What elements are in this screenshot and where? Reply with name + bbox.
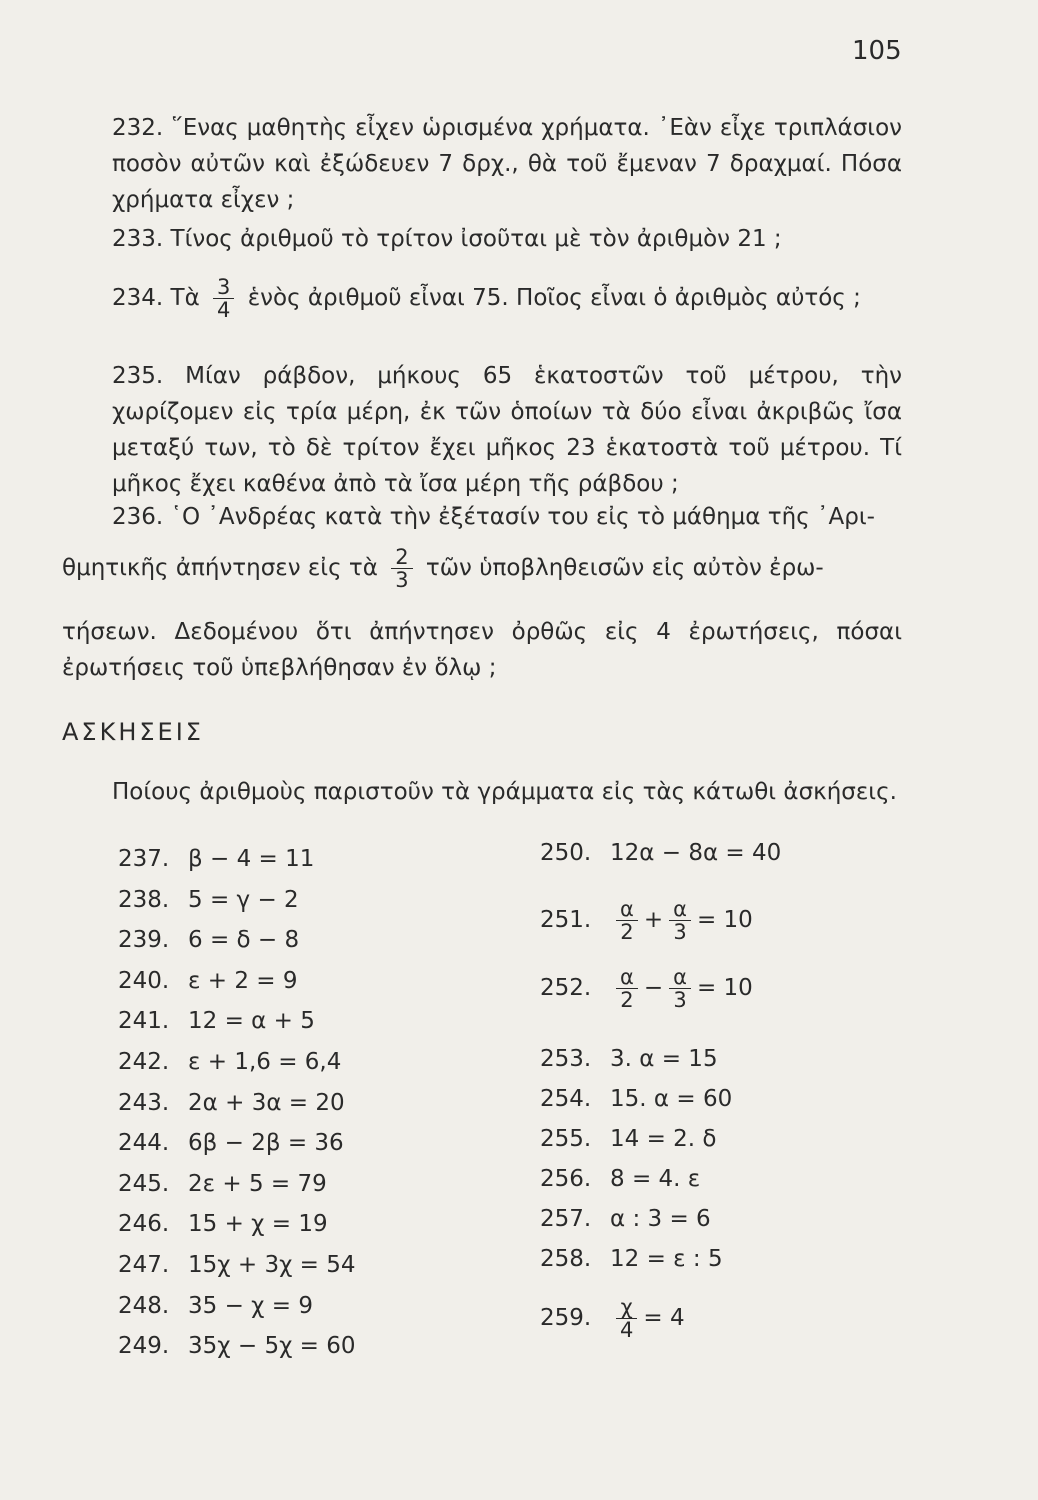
exercise-equation: 35χ − 5χ = 60 xyxy=(188,1333,356,1359)
exercise-number: 253. xyxy=(540,1046,592,1072)
exercise-equation: 12 = ε : 5 xyxy=(610,1246,723,1272)
exercise-equation: 2α + 3α = 20 xyxy=(188,1090,345,1116)
exercise-number: 259. xyxy=(540,1305,592,1331)
problem-235: 235. Μίαν ράβδον, μήκους 65 ἑκατοστῶν τοῦ μέτρου, τὴν χωρίζομεν εἰς τρία μέρη, ἐκ τῶν ὁποίων τὰ δύο εἶναι ἀκριβῶς ἴσα μεταξύ των, τὸ δὲ τρίτον ἔχει μῆκος 23 ἑκατοστὰ τοῦ μέτρου. Τί μῆκος ἔχει καθένα ἀπὸ τὰ ἴσα μέρη τῆς ράβδου ; xyxy=(112,363,902,497)
exercise-equation: 12α − 8α = 40 xyxy=(610,840,782,866)
right-hand-side: = 4 xyxy=(643,1305,685,1331)
exercise-258 xyxy=(540,1246,723,1272)
exercise-equation: α : 3 = 6 xyxy=(610,1206,711,1232)
exercise-number: 247. xyxy=(118,1252,170,1278)
exercise-row xyxy=(118,1090,345,1116)
exercise-equation: β − 4 = 11 xyxy=(188,846,315,872)
exercise-row xyxy=(118,968,298,994)
section-heading: ΑΣΚΗΣΕΙΣ xyxy=(62,718,204,746)
exercise-row xyxy=(118,1171,327,1197)
fraction-numerator: 2 xyxy=(391,546,412,569)
exercise-253 xyxy=(540,1046,718,1072)
fraction-numerator: α xyxy=(616,898,638,921)
exercise-equation: 15χ + 3χ = 54 xyxy=(188,1252,356,1278)
problem-236-rest: τήσεων. Δεδομένου ὅτι ἀπήντησεν ὀρθῶς εἰς 4 ἐρωτήσεις, πόσαι ἐρωτήσεις τοῦ ὑπεβλήθησαν ἐν ὅλῳ ; xyxy=(62,619,902,681)
fraction-denominator: 4 xyxy=(620,1318,634,1342)
exercise-equation: 8 = 4. ε xyxy=(610,1166,701,1192)
exercise-equation: ε + 2 = 9 xyxy=(188,968,298,994)
problem-234 xyxy=(112,276,861,321)
exercise-250 xyxy=(540,840,781,866)
exercise-row xyxy=(118,1252,356,1278)
operator: − xyxy=(643,975,664,1001)
fraction-denominator: 3 xyxy=(395,568,409,592)
problem-233: 233. Τίνος ἀριθμοῦ τὸ τρίτον ἰσοῦται μὲ τὸν ἀριθμὸν 21 ; xyxy=(112,226,782,252)
exercise-number: 252. xyxy=(540,975,592,1001)
exercise-255 xyxy=(540,1126,717,1152)
exercise-row xyxy=(118,1130,344,1156)
exercise-number: 237. xyxy=(118,846,170,872)
problem-234-end: ἑνὸς ἀριθμοῦ εἶναι 75. Ποῖος εἶναι ὁ ἀριθμὸς αὐτός ; xyxy=(247,285,861,311)
exercise-row xyxy=(118,1008,315,1034)
exercise-equation: 14 = 2. δ xyxy=(610,1126,717,1152)
exercise-252 xyxy=(540,966,753,1011)
fraction-numerator: χ xyxy=(616,1296,637,1319)
exercise-254 xyxy=(540,1086,732,1112)
problem-236-line2 xyxy=(62,546,824,591)
exercise-number: 244. xyxy=(118,1130,170,1156)
exercise-number: 251. xyxy=(540,907,592,933)
fraction-denominator: 3 xyxy=(673,920,687,944)
exercise-row xyxy=(118,1333,356,1359)
fraction-denominator: 2 xyxy=(620,988,634,1012)
fraction-denominator: 2 xyxy=(620,920,634,944)
exercise-number: 240. xyxy=(118,968,170,994)
exercise-number: 243. xyxy=(118,1090,170,1116)
exercise-equation: 35 − χ = 9 xyxy=(188,1293,313,1319)
fraction-alpha-2 xyxy=(616,898,638,943)
fraction-numerator: 3 xyxy=(213,276,234,299)
exercise-row xyxy=(118,927,299,953)
exercise-row xyxy=(118,1211,328,1237)
exercise-equation: 6 = δ − 8 xyxy=(188,927,300,953)
exercise-number: 245. xyxy=(118,1171,170,1197)
operator: + xyxy=(643,907,664,933)
fraction-numerator: α xyxy=(669,898,691,921)
exercise-251 xyxy=(540,898,753,943)
exercise-number: 248. xyxy=(118,1293,170,1319)
fraction-3-4 xyxy=(213,276,234,321)
fraction-numerator: α xyxy=(616,966,638,989)
fraction-numerator: α xyxy=(669,966,691,989)
right-hand-side: = 10 xyxy=(696,907,753,933)
fraction-alpha-2 xyxy=(616,966,638,1011)
exercise-equation: 15. α = 60 xyxy=(610,1086,733,1112)
exercise-number: 258. xyxy=(540,1246,592,1272)
exercise-equation: 3. α = 15 xyxy=(610,1046,718,1072)
fraction-denominator: 4 xyxy=(217,298,231,322)
exercise-number: 255. xyxy=(540,1126,592,1152)
exercise-number: 249. xyxy=(118,1333,170,1359)
fraction-alpha-3 xyxy=(669,898,691,943)
fraction-2-3 xyxy=(391,546,412,591)
exercise-number: 257. xyxy=(540,1206,592,1232)
exercise-number: 241. xyxy=(118,1008,170,1034)
problem-236-end: τῶν ὑποβληθεισῶν εἰς αὐτὸν ἐρω- xyxy=(425,555,824,581)
exercise-number: 246. xyxy=(118,1211,170,1237)
exercise-259 xyxy=(540,1296,685,1341)
right-hand-side: = 10 xyxy=(696,975,753,1001)
page-number: 105 xyxy=(852,36,902,66)
exercise-row xyxy=(118,887,299,913)
exercise-equation: 15 + χ = 19 xyxy=(188,1211,328,1237)
section-intro: Ποίους ἀριθμοὺς παριστοῦν τὰ γράμματα εἰς τὰς κάτωθι ἀσκήσεις. xyxy=(112,779,897,805)
exercise-row xyxy=(118,846,314,872)
exercise-number: 238. xyxy=(118,887,170,913)
problem-236-line1: 236. ῾Ο ᾿Ανδρέας κατὰ τὴν ἐξέτασίν του εἰς τὸ μάθημα τῆς ᾿Αρι- xyxy=(112,504,875,530)
exercise-number: 239. xyxy=(118,927,170,953)
problem-232: 232. ῞Ενας μαθητὴς εἶχεν ὡρισμένα χρήματα. ᾿Εὰν εἶχε τριπλάσιον ποσὸν αὐτῶν καὶ ἐξώδευεν 7 δρχ., θὰ τοῦ ἔμεναν 7 δραχμαί. Πόσα χρήματα εἶχεν ; xyxy=(112,115,902,213)
exercise-256 xyxy=(540,1166,700,1192)
exercise-equation: 5 = γ − 2 xyxy=(188,887,299,913)
fraction-chi-4 xyxy=(616,1296,637,1341)
problem-236-start: θμητικῆς ἀπήντησεν εἰς τὰ xyxy=(62,555,378,581)
fraction-denominator: 3 xyxy=(673,988,687,1012)
exercise-equation: ε + 1,6 = 6,4 xyxy=(188,1049,342,1075)
fraction-alpha-3 xyxy=(669,966,691,1011)
exercise-row xyxy=(118,1293,313,1319)
exercise-number: 254. xyxy=(540,1086,592,1112)
exercise-257 xyxy=(540,1206,711,1232)
exercise-equation: 2ε + 5 = 79 xyxy=(188,1171,327,1197)
exercise-number: 256. xyxy=(540,1166,592,1192)
exercise-equation: 12 = α + 5 xyxy=(188,1008,315,1034)
exercise-number: 250. xyxy=(540,840,592,866)
problem-234-start: 234. Τὰ xyxy=(112,285,200,311)
exercise-row xyxy=(118,1049,341,1075)
exercise-number: 242. xyxy=(118,1049,170,1075)
exercise-equation: 6β − 2β = 36 xyxy=(188,1130,344,1156)
